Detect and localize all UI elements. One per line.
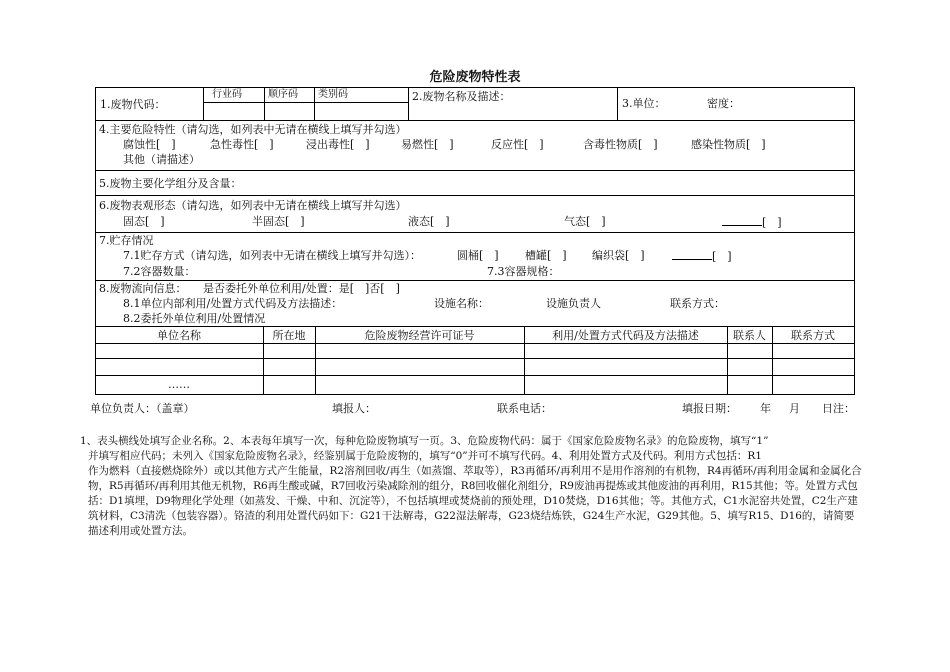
entrust-question: 是否委托外单位利用/处置：是[ ]否[ ] bbox=[203, 282, 400, 295]
report-date-label: 填报日期： bbox=[682, 402, 737, 415]
day-note-label: 日注： bbox=[822, 402, 855, 415]
density-label: 密度： bbox=[707, 97, 740, 110]
hazard-leach-toxicity: 浸出毒性[ ] bbox=[306, 138, 370, 151]
form-semi-solid: 半固态[ ] bbox=[252, 215, 305, 228]
storage-other bbox=[672, 249, 732, 263]
note-line-2: 并填写相应代码；未列入《国家危险废物名录》，经鉴别属于危险废物的，填写“0”并可不填写代码。4、利用处置方式及代码。利用方式包括：R1 bbox=[88, 450, 762, 462]
col-location: 所在地 bbox=[272, 329, 306, 342]
form-other-box: [ ] bbox=[762, 216, 782, 229]
industry-code-header: 行业码 bbox=[212, 89, 242, 100]
hazard-corrosive: 腐蚀性[ ] bbox=[123, 138, 176, 151]
storage-method-label: 7.1贮存方式（请勾选，如列表中无请在横线上填写并勾选）： bbox=[123, 249, 421, 262]
storage-other-box: [ ] bbox=[712, 250, 732, 263]
storage-heading: 7.贮存情况 bbox=[99, 234, 154, 247]
notes-block bbox=[80, 434, 862, 539]
col-unit-name: 单位名称 bbox=[157, 329, 201, 342]
storage-drum: 圆桶[ ] bbox=[457, 249, 499, 262]
col-license-number: 危险废物经营许可证号 bbox=[364, 329, 475, 342]
facility-person-label: 设施负责人 bbox=[546, 297, 601, 310]
phone-label: 联系电话： bbox=[497, 402, 552, 415]
form-liquid: 液态[ ] bbox=[408, 215, 450, 228]
hazard-acute-toxicity: 急性毒性[ ] bbox=[210, 138, 274, 151]
storage-tank: 槽罐[ ] bbox=[525, 249, 567, 262]
hazard-other: 其他（请描述） bbox=[123, 153, 200, 166]
form-other bbox=[722, 215, 782, 229]
hazard-infectious: 感染性物质[ ] bbox=[691, 138, 766, 151]
composition-label: 5.废物主要化学组分及含量： bbox=[99, 177, 242, 190]
col-disposal-method: 利用/处置方式代码及方法描述 bbox=[552, 329, 699, 342]
internal-disposal-label: 8.1单位内部利用/处置方式代码及方法描述： bbox=[123, 297, 343, 310]
note-line-3: 作为燃料（直接燃烧除外）或以其他方式产生能量，R2溶剂回收/再生（如蒸馏、萃取等），R3再循环/再利用不是用作溶剂的有机物，R4再循环/再利用金属和金属化合物，R5再循环/再利用其他无机物，R6再生酸或碱，R7回收污染减除剂的组分，R8回收催化剂组分，R9废油再提炼或其他废油的再利用，R15其他；等。处置方式包括：D1填埋，D9物理化学处理（如蒸发、干燥、中和、沉淀等），不包括填埋或焚烧前的预处理，D10焚烧，D16其他；等。其他方式，C1水泥窑共处置，C2生产建筑材料，C3清洗（包装容器）。铬渣的利用处置代码如下：G21干法解毒，G22湿法解毒，G23烧结炼铁，G24生产水泥，G29其他。5、填写R15、D16的，请简要描述利用或处置方法。 bbox=[88, 465, 862, 537]
container-count-label: 7.2容器数量： bbox=[123, 265, 196, 278]
hazard-reactive: 反应性[ ] bbox=[491, 138, 544, 151]
facility-name-label: 设施名称： bbox=[434, 297, 489, 310]
filler-label: 填报人： bbox=[332, 402, 376, 415]
facility-contact-label: 联系方式： bbox=[670, 297, 725, 310]
waste-code-label: 1.废物代码： bbox=[100, 98, 166, 111]
flow-heading: 8.废物流向信息： bbox=[99, 282, 187, 295]
note-line-1: 1、表头横线处填写企业名称。2、本表每年填写一次，每种危险废物填写一页。3、危险废物代码：属于《国家危险废物名录》的危险废物，填写“1” bbox=[80, 435, 769, 447]
hazard-toxic-substance: 含毒性物质[ ] bbox=[583, 138, 658, 151]
external-disposal-label: 8.2委托外单位利用/处置情况 bbox=[123, 312, 266, 325]
hazard-flammable: 易燃性[ ] bbox=[401, 138, 454, 151]
waste-name-label: 2.废物名称及描述： bbox=[412, 90, 511, 103]
hazard-heading: 4.主要危险特性（请勾选，如列表中无请在横线上填写并勾选） bbox=[99, 123, 407, 136]
table-ellipsis: …… bbox=[168, 378, 190, 391]
month-label: 月 bbox=[789, 402, 800, 415]
sequence-code-header: 顺序码 bbox=[268, 89, 298, 100]
year-label: 年 bbox=[760, 402, 771, 415]
form-heading: 6.废物表观形态（请勾选，如列表中无请在横线上填写并勾选） bbox=[99, 199, 407, 212]
responsible-person-label: 单位负责人：（盖章） bbox=[90, 402, 195, 415]
category-code-header: 类别码 bbox=[318, 89, 348, 100]
storage-bag: 编织袋[ ] bbox=[592, 249, 645, 262]
col-contact-person: 联系人 bbox=[733, 329, 766, 342]
col-contact-method: 联系方式 bbox=[791, 329, 835, 342]
form-gas: 气态[ ] bbox=[564, 215, 606, 228]
page-title: 危险废物特性表 bbox=[429, 70, 521, 85]
form-solid: 固态[ ] bbox=[123, 215, 165, 228]
unit-label: 3.单位： bbox=[622, 97, 666, 110]
container-spec-label: 7.3容器规格： bbox=[487, 265, 560, 278]
